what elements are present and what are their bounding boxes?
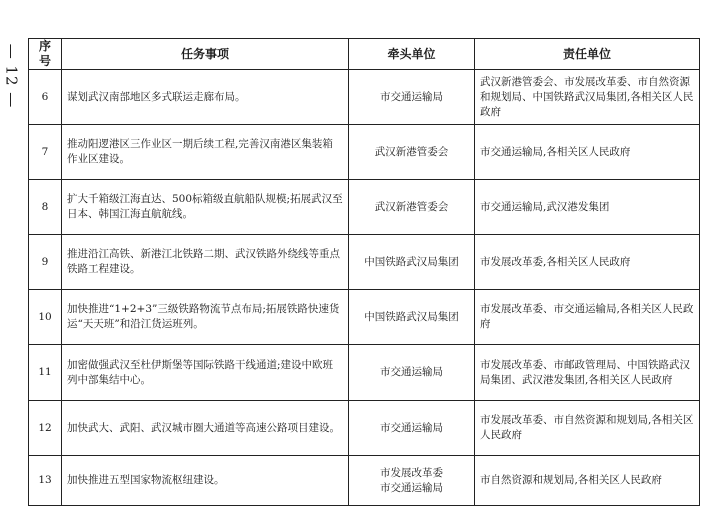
row-number: 9 [29, 235, 62, 290]
table-row [29, 401, 700, 456]
task-cell: 加密做强武汉至杜伊斯堡等国际铁路干线通道;建设中欧班列中部集结中心。 [62, 345, 349, 401]
task-cell: 推进沿江高铁、新港江北铁路二期、武汉铁路外绕线等重点铁路工程建设。 [62, 235, 349, 290]
page-number [0, 40, 22, 112]
task-cell: 加快推进“1+2+3”三级铁路物流节点布局;拓展铁路快速货运“天天班”和沿江货运班列。 [62, 290, 349, 345]
responsible-unit-cell: 市自然资源和规划局,各相关区人民政府 [475, 456, 700, 506]
row-number: 12 [29, 401, 62, 456]
responsible-unit-cell: 武汉新港管委会、市发展改革委、市自然资源和规划局、中国铁路武汉局集团,各相关区人民政府 [475, 70, 700, 125]
row-number: 10 [29, 290, 62, 345]
table-row [29, 290, 700, 345]
responsible-unit-cell: 市交通运输局,各相关区人民政府 [475, 125, 700, 180]
lead-unit-cell: 市交通运输局 [349, 401, 475, 456]
row-number: 11 [29, 345, 62, 401]
header-responsible-unit: 责任单位 [475, 39, 700, 70]
task-cell: 扩大千箱级江海直达、500标箱级直航船队规模;拓展武汉至日本、韩国江海直航航线。 [62, 180, 349, 235]
lead-unit-cell: 市交通运输局 [349, 70, 475, 125]
table-header [29, 39, 700, 70]
table-row [29, 180, 700, 235]
row-number: 13 [29, 456, 62, 506]
table-row [29, 235, 700, 290]
header-row [29, 39, 700, 70]
table-row [29, 345, 700, 401]
task-cell: 加快武大、武阳、武汉城市圈大通道等高速公路项目建设。 [62, 401, 349, 456]
responsible-unit-cell: 市发展改革委、市交通运输局,各相关区人民政府 [475, 290, 700, 345]
row-number: 8 [29, 180, 62, 235]
lead-unit-cell: 中国铁路武汉局集团 [349, 290, 475, 345]
header-lead-unit: 牵头单位 [349, 39, 475, 70]
task-cell: 推动阳逻港区三作业区一期后续工程,完善汉南港区集装箱作业区建设。 [62, 125, 349, 180]
lead-unit-cell: 武汉新港管委会 [349, 180, 475, 235]
task-cell: 谋划武汉南部地区多式联运走廊布局。 [62, 70, 349, 125]
header-task: 任务事项 [62, 39, 349, 70]
table-row [29, 456, 700, 506]
responsible-unit-cell: 市交通运输局,武汉港发集团 [475, 180, 700, 235]
lead-unit-cell: 市发展改革委 市交通运输局 [349, 456, 475, 506]
task-cell: 加快推进五型国家物流枢纽建设。 [62, 456, 349, 506]
task-table [28, 38, 700, 506]
row-number: 6 [29, 70, 62, 125]
row-number: 7 [29, 125, 62, 180]
responsible-unit-cell: 市发展改革委、市自然资源和规划局,各相关区人民政府 [475, 401, 700, 456]
table-row [29, 125, 700, 180]
responsible-unit-cell: 市发展改革委、市邮政管理局、中国铁路武汉局集团、武汉港发集团,各相关区人民政府 [475, 345, 700, 401]
header-seq: 序号 [29, 39, 62, 70]
lead-unit-cell: 武汉新港管委会 [349, 125, 475, 180]
table-row [29, 70, 700, 125]
responsible-unit-cell: 市发展改革委,各相关区人民政府 [475, 235, 700, 290]
lead-unit-cell: 市交通运输局 [349, 345, 475, 401]
lead-unit-cell: 中国铁路武汉局集团 [349, 235, 475, 290]
table-body [29, 70, 700, 506]
page-number-text: — 12 — [2, 43, 20, 109]
